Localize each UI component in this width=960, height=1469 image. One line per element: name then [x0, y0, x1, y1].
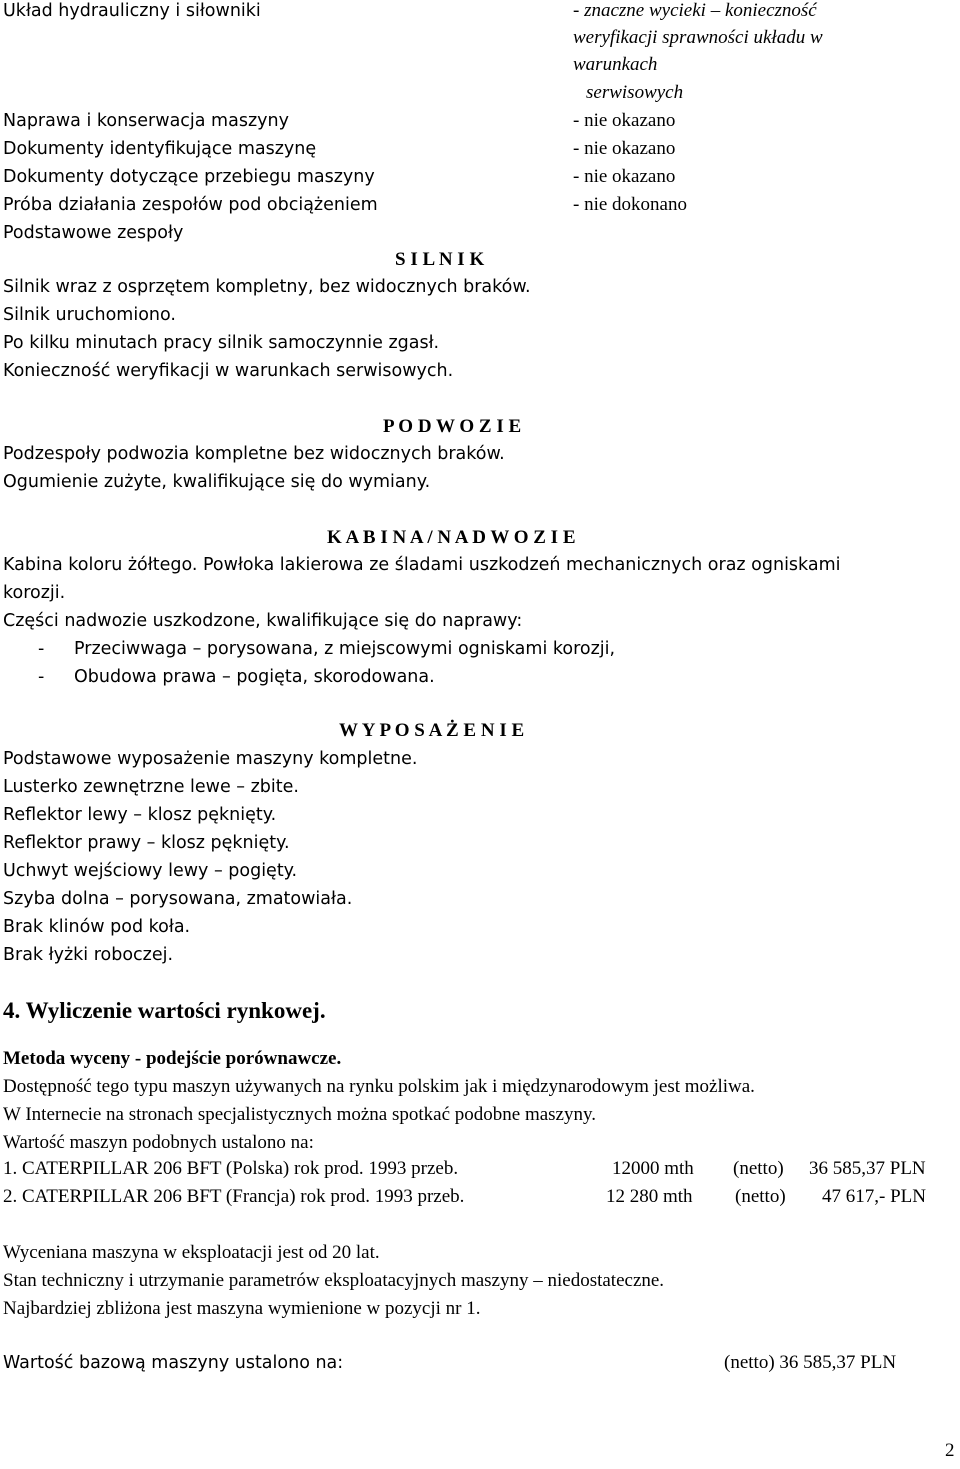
cabin-line: korozji.: [3, 583, 66, 603]
basic-units-label: Podstawowe zespoły: [3, 223, 184, 243]
chassis-heading: P O D W O Z I E: [383, 416, 522, 437]
valuation-note: Wyceniana maszyna w eksploatacji jest od 20 lat.: [3, 1242, 380, 1263]
base-value: (netto) 36 585,37 PLN: [724, 1352, 897, 1373]
comparable-mth: 12000 mth: [612, 1158, 694, 1179]
valuation-line: Dostępność tego typu maszyn używanych na rynku polskim jak i międzynarodowym jest możliwa.: [3, 1076, 755, 1097]
engine-line: Silnik wraz z osprzętem kompletny, bez widocznych braków.: [3, 277, 531, 297]
cabin-bullet: Obudowa prawa – pogięta, skorodowana.: [74, 667, 435, 687]
load-test-label: Próba działania zespołów pod obciążeniem: [3, 195, 378, 215]
engine-line: Silnik uruchomiono.: [3, 305, 176, 325]
comparable-net: (netto): [733, 1158, 784, 1179]
valuation-note: Najbardziej zbliżona jest maszyna wymienione w pozycji nr 1.: [3, 1298, 481, 1319]
valuation-line: Wartość maszyn podobnych ustalono na:: [3, 1132, 314, 1153]
id-docs-label: Dokumenty identyfikujące maszynę: [3, 139, 317, 159]
id-docs-value: - nie okazano: [573, 138, 676, 159]
equipment-heading: W Y P O S A Ż E N I E: [339, 720, 525, 741]
valuation-line: W Internecie na stronach specjalistycznych można spotkać podobne maszyny.: [3, 1104, 597, 1125]
hydraulics-value-line-2: weryfikacji sprawności układu w: [573, 27, 823, 48]
repair-value: - nie okazano: [573, 110, 676, 131]
comparable-net: (netto): [735, 1186, 786, 1207]
section-title: 4. Wyliczenie wartości rynkowej.: [3, 998, 326, 1023]
page-number: 2: [945, 1440, 955, 1461]
hydraulics-value-line-4: serwisowych: [586, 82, 684, 103]
cabin-line: Kabina koloru żółtego. Powłoka lakierowa ze śladami uszkodzeń mechanicznych oraz ogniskami: [3, 555, 841, 575]
engine-line: Po kilku minutach pracy silnik samoczynnie zgasł.: [3, 333, 440, 353]
bullet-dash: -: [38, 639, 45, 659]
comparable-mth: 12 280 mth: [606, 1186, 693, 1207]
equipment-line: Podstawowe wyposażenie maszyny kompletne.: [3, 749, 418, 769]
valuation-note: Stan techniczny i utrzymanie parametrów eksploatacyjnych maszyny – niedostateczne.: [3, 1270, 665, 1291]
chassis-line: Ogumienie zużyte, kwalifikujące się do wymiany.: [3, 472, 431, 492]
repair-label: Naprawa i konserwacja maszyny: [3, 111, 289, 131]
load-test-value: - nie dokonano: [573, 194, 687, 215]
comparable-price: 36 585,37 PLN: [809, 1158, 926, 1179]
chassis-line: Podzespoły podwozia kompletne bez widocznych braków.: [3, 444, 505, 464]
hydraulics-label: Układ hydrauliczny i siłowniki: [3, 1, 261, 21]
equipment-line: Lusterko zewnętrzne lewe – zbite.: [3, 777, 299, 797]
engine-heading: S I L N I K: [395, 249, 485, 270]
comparable-desc: 1. CATERPILLAR 206 BFT (Polska) rok prod. 1993 przeb.: [3, 1158, 459, 1179]
base-value-label: Wartość bazową maszyny ustalono na:: [3, 1353, 344, 1373]
equipment-line: Uchwyt wejściowy lewy – pogięty.: [3, 861, 298, 881]
equipment-line: Reflektor prawy – klosz pęknięty.: [3, 833, 290, 853]
cabin-bullet: Przeciwwaga – porysowana, z miejscowymi ogniskami korozji,: [74, 639, 616, 659]
valuation-method: Metoda wyceny - podejście porównawcze.: [3, 1048, 342, 1069]
comparable-desc: 2. CATERPILLAR 206 BFT (Francja) rok prod. 1993 przeb.: [3, 1186, 465, 1207]
equipment-line: Brak łyżki roboczej.: [3, 945, 174, 965]
history-docs-value: - nie okazano: [573, 166, 676, 187]
cabin-line: Części nadwozie uszkodzone, kwalifikujące się do naprawy:: [3, 611, 523, 631]
hydraulics-value-line-1: - znaczne wycieki – konieczność: [573, 0, 817, 21]
equipment-line: Brak klinów pod koła.: [3, 917, 191, 937]
history-docs-label: Dokumenty dotyczące przebiegu maszyny: [3, 167, 375, 187]
equipment-line: Szyba dolna – porysowana, zmatowiała.: [3, 889, 353, 909]
bullet-dash: -: [38, 667, 45, 687]
engine-line: Konieczność weryfikacji w warunkach serwisowych.: [3, 361, 454, 381]
equipment-line: Reflektor lewy – klosz pęknięty.: [3, 805, 277, 825]
hydraulics-value-line-3: warunkach: [573, 54, 658, 75]
comparable-price: 47 617,- PLN: [822, 1186, 926, 1207]
cabin-heading: K A B I N A / N A D W O Z I E: [327, 527, 576, 548]
